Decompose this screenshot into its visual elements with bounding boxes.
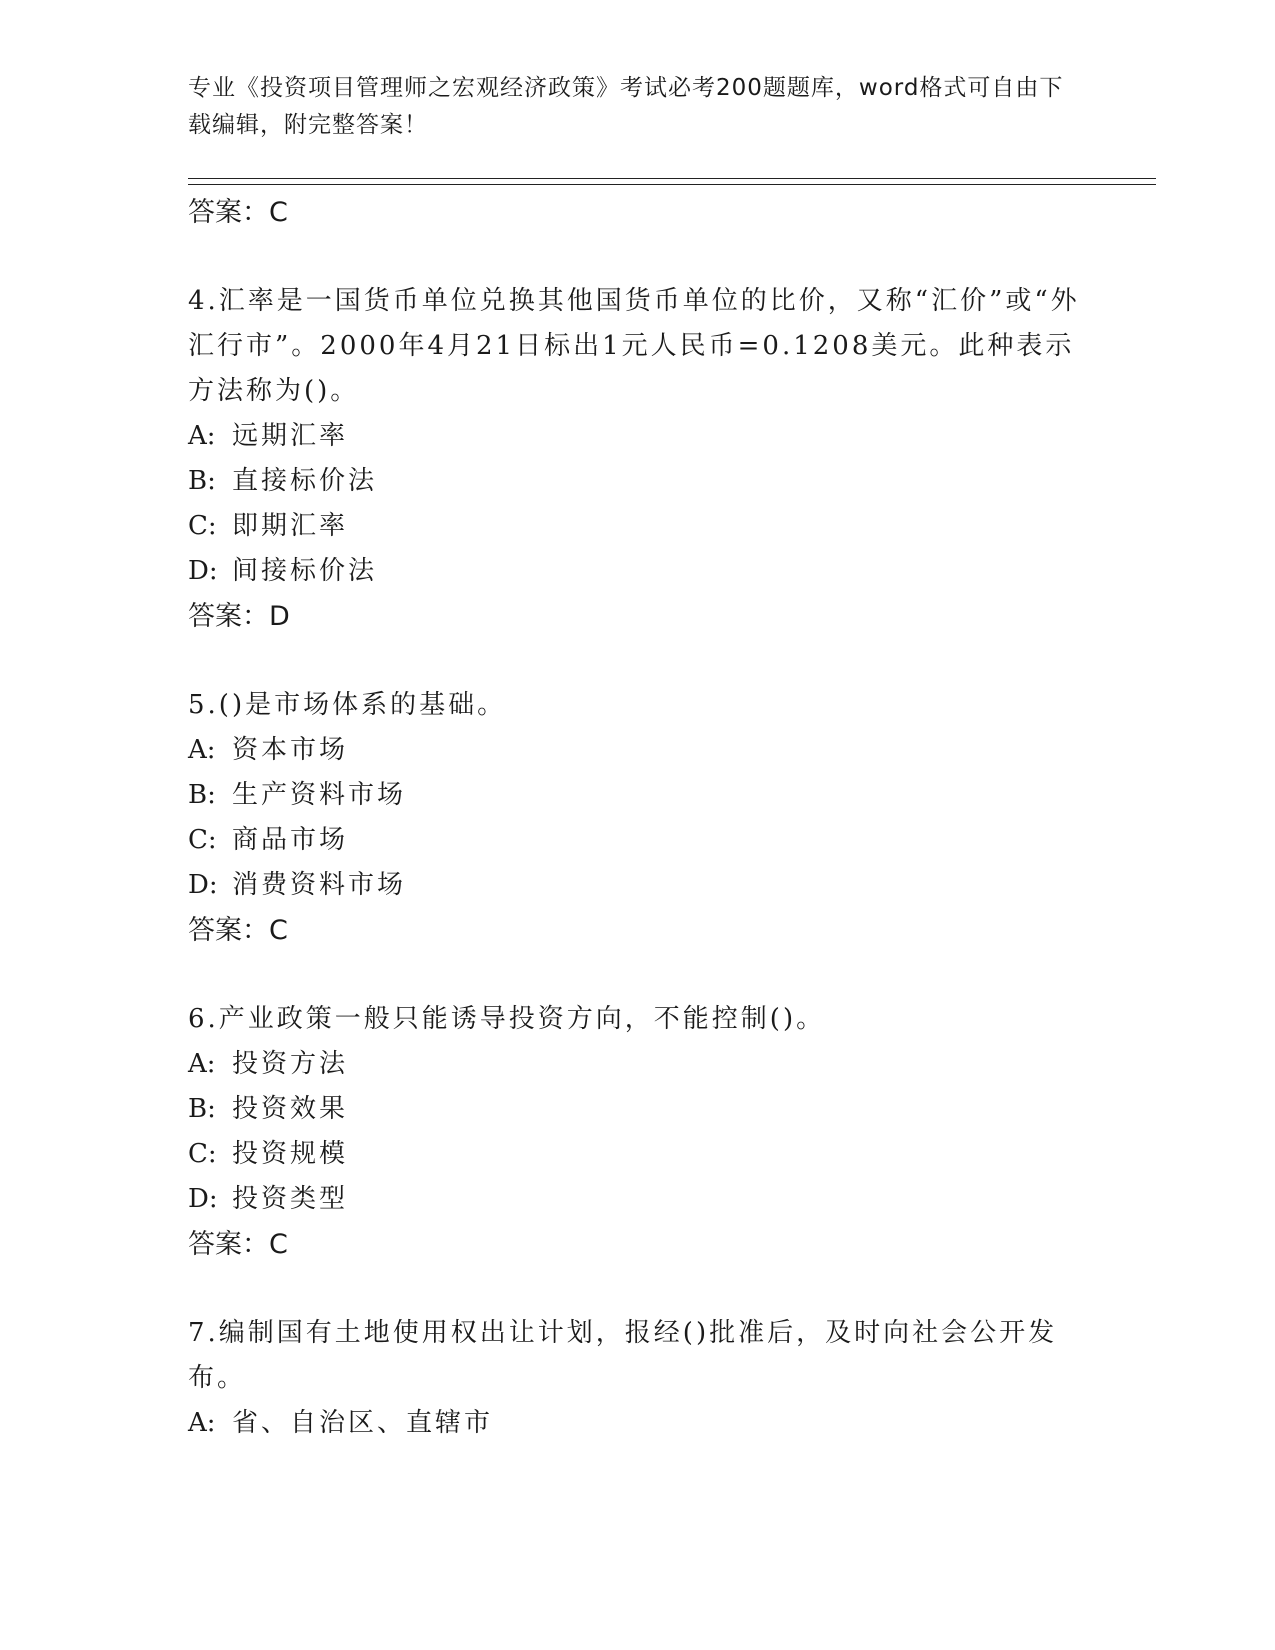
option-c: [188, 818, 1088, 863]
option-key: C:: [188, 825, 217, 855]
option-d: [188, 863, 1088, 908]
option-label: 投资方法: [232, 1049, 349, 1079]
header-rule-thick: [188, 184, 1156, 185]
option-c: [188, 504, 1088, 549]
option-b: [188, 459, 1088, 504]
option-label: 省、自治区、直辖市: [232, 1408, 494, 1438]
option-key: D:: [188, 1184, 218, 1214]
option-label: 商品市场: [232, 825, 349, 855]
option-d: [188, 1177, 1088, 1222]
option-label: 生产资料市场: [232, 780, 407, 810]
answer-line: 答案：C: [188, 915, 288, 946]
question-block: [188, 997, 1088, 1267]
option-key: A:: [188, 735, 216, 765]
question-text: 4.汇率是一国货币单位兑换其他国货币单位的比价，又称“汇价”或“外汇行市”。2000年4月21日标出1元人民币=0.1208美元。此种表示方法称为()。: [188, 286, 1080, 406]
option-a: [188, 1042, 1088, 1087]
question-block: [188, 279, 1088, 639]
option-label: 消费资料市场: [232, 870, 407, 900]
option-c: [188, 1132, 1088, 1177]
option-key: C:: [188, 1139, 217, 1169]
option-label: 投资类型: [232, 1184, 349, 1214]
option-key: B:: [188, 780, 216, 810]
option-label: 投资规模: [232, 1139, 349, 1169]
option-key: A:: [188, 421, 216, 451]
option-a: [188, 728, 1088, 773]
option-key: A:: [188, 1049, 216, 1079]
answer-line: 答案：C: [188, 197, 288, 228]
option-d: [188, 549, 1088, 594]
option-b: [188, 1087, 1088, 1132]
option-label: 投资效果: [232, 1094, 349, 1124]
option-label: 即期汇率: [232, 511, 349, 541]
option-key: C:: [188, 511, 217, 541]
option-key: A:: [188, 1408, 216, 1438]
option-label: 直接标价法: [232, 466, 378, 496]
document-header: 专业《投资项目管理师之宏观经济政策》考试必考200题题库，word格式可自由下载编辑，附完整答案！: [188, 75, 1064, 138]
question-block: [188, 1311, 1088, 1446]
question-block: [188, 683, 1088, 953]
option-key: D:: [188, 556, 218, 586]
question-text: 6.产业政策一般只能诱导投资方向，不能控制()。: [188, 1004, 826, 1034]
option-key: B:: [188, 466, 216, 496]
question-text: 5.()是市场体系的基础。: [188, 690, 507, 720]
option-key: B:: [188, 1094, 216, 1124]
header-rule-thin: [188, 178, 1156, 179]
document-body: [188, 190, 1088, 1446]
option-key: D:: [188, 870, 218, 900]
option-b: [188, 773, 1088, 818]
option-label: 远期汇率: [232, 421, 349, 451]
question-text: 7.编制国有土地使用权出让计划，报经()批准后，及时向社会公开发布。: [188, 1318, 1058, 1393]
option-a: [188, 414, 1088, 459]
answer-line: 答案：C: [188, 1229, 288, 1260]
option-label: 资本市场: [232, 735, 349, 765]
option-label: 间接标价法: [232, 556, 378, 586]
answer-line: 答案：D: [188, 601, 290, 632]
option-a: [188, 1401, 1088, 1446]
